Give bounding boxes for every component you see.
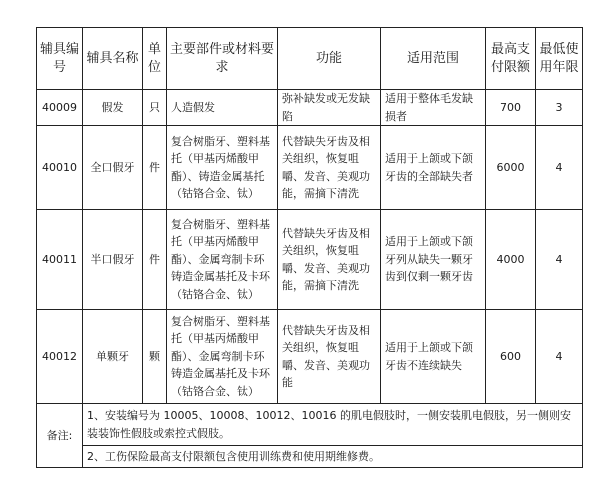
cell-code: 40011	[37, 210, 83, 310]
cell-name: 全口假牙	[83, 126, 143, 210]
header-name: 辅具名称	[83, 28, 143, 90]
cell-parts: 复合树脂牙、塑料基托（甲基丙烯酸甲酯）、金属弯制卡环铸造金属基托及卡环（钴铬合金、钛）	[167, 210, 278, 310]
cell-min-years: 4	[536, 310, 583, 404]
cell-function: 代替缺失牙齿及相关组织，恢复咀嚼、发音、美观功能	[278, 310, 381, 404]
cell-max-amount: 4000	[486, 210, 536, 310]
note-item: 1、安装编号为 10005、10008、10012、10016 的肌电假肢时，一侧安装肌电假肢，另一侧则安装装饰性假肢或索控式假肢。	[83, 404, 583, 446]
cell-max-amount: 600	[486, 310, 536, 404]
notes-label: 备注:	[37, 404, 83, 468]
header-code: 辅具编号	[37, 28, 83, 90]
cell-function: 代替缺失牙齿及相关组织，恢复咀嚼、发音、美观功能，需摘下清洗	[278, 210, 381, 310]
table-row	[37, 126, 583, 210]
table-row	[37, 210, 583, 310]
table-row	[37, 310, 583, 404]
cell-min-years: 4	[536, 126, 583, 210]
cell-unit: 只	[143, 90, 167, 126]
cell-parts: 人造假发	[167, 90, 278, 126]
cell-name: 单颗牙	[83, 310, 143, 404]
cell-function: 弥补缺发或无发缺陷	[278, 90, 381, 126]
cell-scope: 适用于上颌或下颌牙列从缺失一颗牙齿到仅剩一颗牙齿	[381, 210, 486, 310]
cell-scope: 适用于整体毛发缺损者	[381, 90, 486, 126]
cell-parts: 复合树脂牙、塑料基托（甲基丙烯酸甲酯）、铸造金属基托（钴铬合金、钛）	[167, 126, 278, 210]
notes-row	[37, 404, 583, 446]
cell-max-amount: 700	[486, 90, 536, 126]
cell-code: 40009	[37, 90, 83, 126]
notes-row	[37, 446, 583, 468]
cell-name: 假发	[83, 90, 143, 126]
cell-min-years: 3	[536, 90, 583, 126]
cell-scope: 适用于上颌或下颌牙齿不连续缺失	[381, 310, 486, 404]
header-max-amount: 最高支付限额	[486, 28, 536, 90]
cell-min-years: 4	[536, 210, 583, 310]
note-item: 2、工伤保险最高支付限额包含使用训练费和使用期维修费。	[83, 446, 583, 468]
cell-function: 代替缺失牙齿及相关组织，恢复咀嚼、发音、美观功能，需摘下清洗	[278, 126, 381, 210]
cell-code: 40010	[37, 126, 83, 210]
cell-unit: 颗	[143, 310, 167, 404]
table-row	[37, 90, 583, 126]
header-row	[37, 28, 583, 90]
aids-spec-table	[36, 27, 583, 468]
header-unit: 单位	[143, 28, 167, 90]
header-function: 功能	[278, 28, 381, 90]
header-min-years: 最低使用年限	[536, 28, 583, 90]
cell-max-amount: 6000	[486, 126, 536, 210]
cell-unit: 件	[143, 210, 167, 310]
cell-parts: 复合树脂牙、塑料基托（甲基丙烯酸甲酯）、金属弯制卡环铸造金属基托及卡环（钴铬合金、钛）	[167, 310, 278, 404]
header-parts: 主要部件或材料要求	[167, 28, 278, 90]
cell-unit: 件	[143, 126, 167, 210]
cell-scope: 适用于上颌或下颌牙齿的全部缺失者	[381, 126, 486, 210]
cell-code: 40012	[37, 310, 83, 404]
cell-name: 半口假牙	[83, 210, 143, 310]
header-scope: 适用范围	[381, 28, 486, 90]
